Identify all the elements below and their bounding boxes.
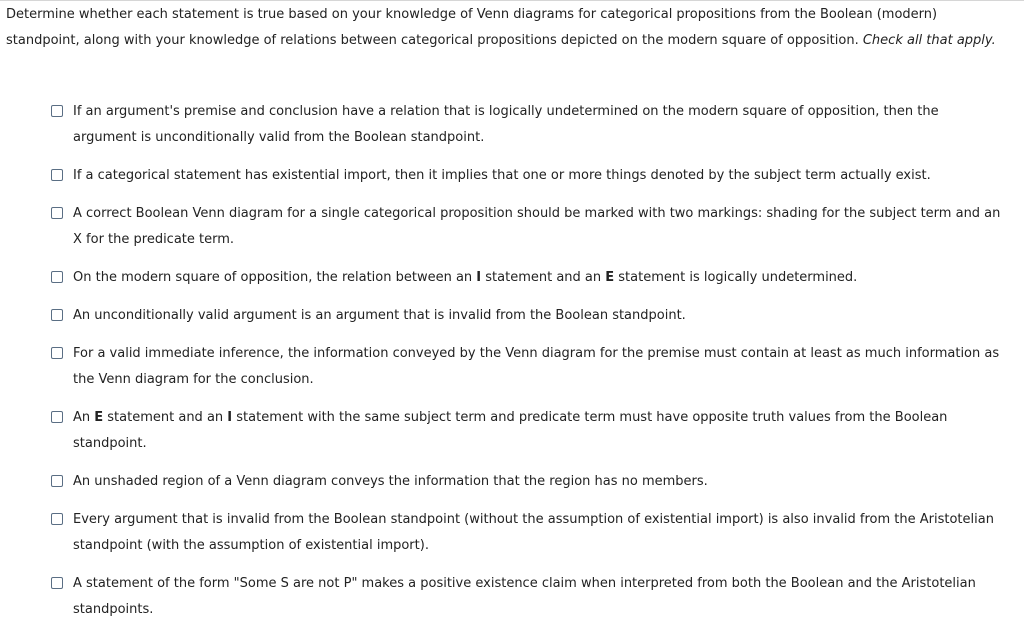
option-label-text: For a valid immediate inference, the information conveyed by the Venn diagram for the premise must contain at least as much information as the Venn diagram for the conclusion. — [73, 346, 1000, 387]
option-label-text: An unconditionally valid argument is an argument that is invalid from the Boolean standpoint. — [73, 308, 686, 323]
option-label — [73, 410, 947, 451]
option-label-text: statement with the same subject term and predicate term must have opposite truth values from the Boolean standpoint. — [73, 410, 948, 451]
option-checkbox[interactable] — [51, 207, 63, 219]
option-checkbox[interactable] — [51, 475, 63, 487]
option-checkbox[interactable] — [51, 169, 63, 181]
option-label — [73, 270, 857, 285]
option-label-bold-term: E — [94, 410, 104, 425]
option-label-text: If a categorical statement has existential import, then it implies that one or more things denoted by the subject term actually exist. — [73, 168, 931, 183]
option-label-text: If an argument's premise and conclusion have a relation that is logically undetermined on the modern square of opposition, then the argument is unconditionally valid from the Boolean standpoint. — [73, 104, 939, 145]
top-divider — [0, 0, 1024, 1]
answer-option[interactable] — [51, 341, 1001, 393]
answer-option[interactable] — [51, 405, 1001, 457]
option-label-bold-term: E — [605, 270, 615, 285]
option-label-text: An unshaded region of a Venn diagram conveys the information that the region has no members. — [73, 474, 708, 489]
option-checkbox[interactable] — [51, 271, 63, 283]
answer-option[interactable] — [51, 201, 1001, 253]
option-checkbox[interactable] — [51, 513, 63, 525]
option-label-text: A correct Boolean Venn diagram for a single categorical proposition should be marked with two markings: shading for the subject term and an X for the predicate term. — [73, 206, 1001, 247]
option-checkbox[interactable] — [51, 411, 63, 423]
answer-option[interactable] — [51, 265, 1001, 291]
question-prompt — [6, 2, 1006, 54]
answer-option[interactable] — [51, 163, 1001, 189]
option-label-text: statement and an — [103, 410, 228, 425]
question-instruction: Check all that apply. — [862, 33, 996, 48]
option-label — [73, 308, 686, 323]
option-label-bold-term: I — [476, 270, 482, 285]
answer-option[interactable] — [51, 507, 1001, 559]
option-checkbox[interactable] — [51, 309, 63, 321]
option-label — [73, 474, 708, 489]
option-label-text: statement and an — [481, 270, 606, 285]
question-text: Determine whether each statement is true based on your knowledge of Venn diagrams for categorical propositions from the Boolean (modern) standpoint, along with your knowledge of relations between categorical propositions depicted on the modern square of opposition. — [6, 7, 938, 48]
option-label — [73, 168, 931, 183]
option-label-text: An — [73, 410, 95, 425]
option-checkbox[interactable] — [51, 347, 63, 359]
option-checkbox[interactable] — [51, 577, 63, 589]
option-label-text: statement is logically undetermined. — [614, 270, 858, 285]
option-label — [73, 206, 1000, 247]
option-label-text: On the modern square of opposition, the relation between an — [73, 270, 477, 285]
option-label-bold-term: I — [227, 410, 233, 425]
option-label — [73, 346, 999, 387]
option-checkbox[interactable] — [51, 105, 63, 117]
option-label — [73, 104, 939, 145]
answer-option[interactable] — [51, 571, 1001, 623]
option-label — [73, 576, 976, 617]
answer-option[interactable] — [51, 469, 1001, 495]
option-label-text: A statement of the form "Some S are not P" makes a positive existence claim when interpreted from both the Boolean and the Aristotelian standpoints. — [73, 576, 976, 617]
option-label-text: Every argument that is invalid from the Boolean standpoint (without the assumption of existential import) is also invalid from the Aristotelian standpoint (with the assumption of existential import). — [73, 512, 994, 553]
answer-options-list — [51, 99, 1001, 635]
answer-option[interactable] — [51, 99, 1001, 151]
answer-option[interactable] — [51, 303, 1001, 329]
option-label — [73, 512, 994, 553]
